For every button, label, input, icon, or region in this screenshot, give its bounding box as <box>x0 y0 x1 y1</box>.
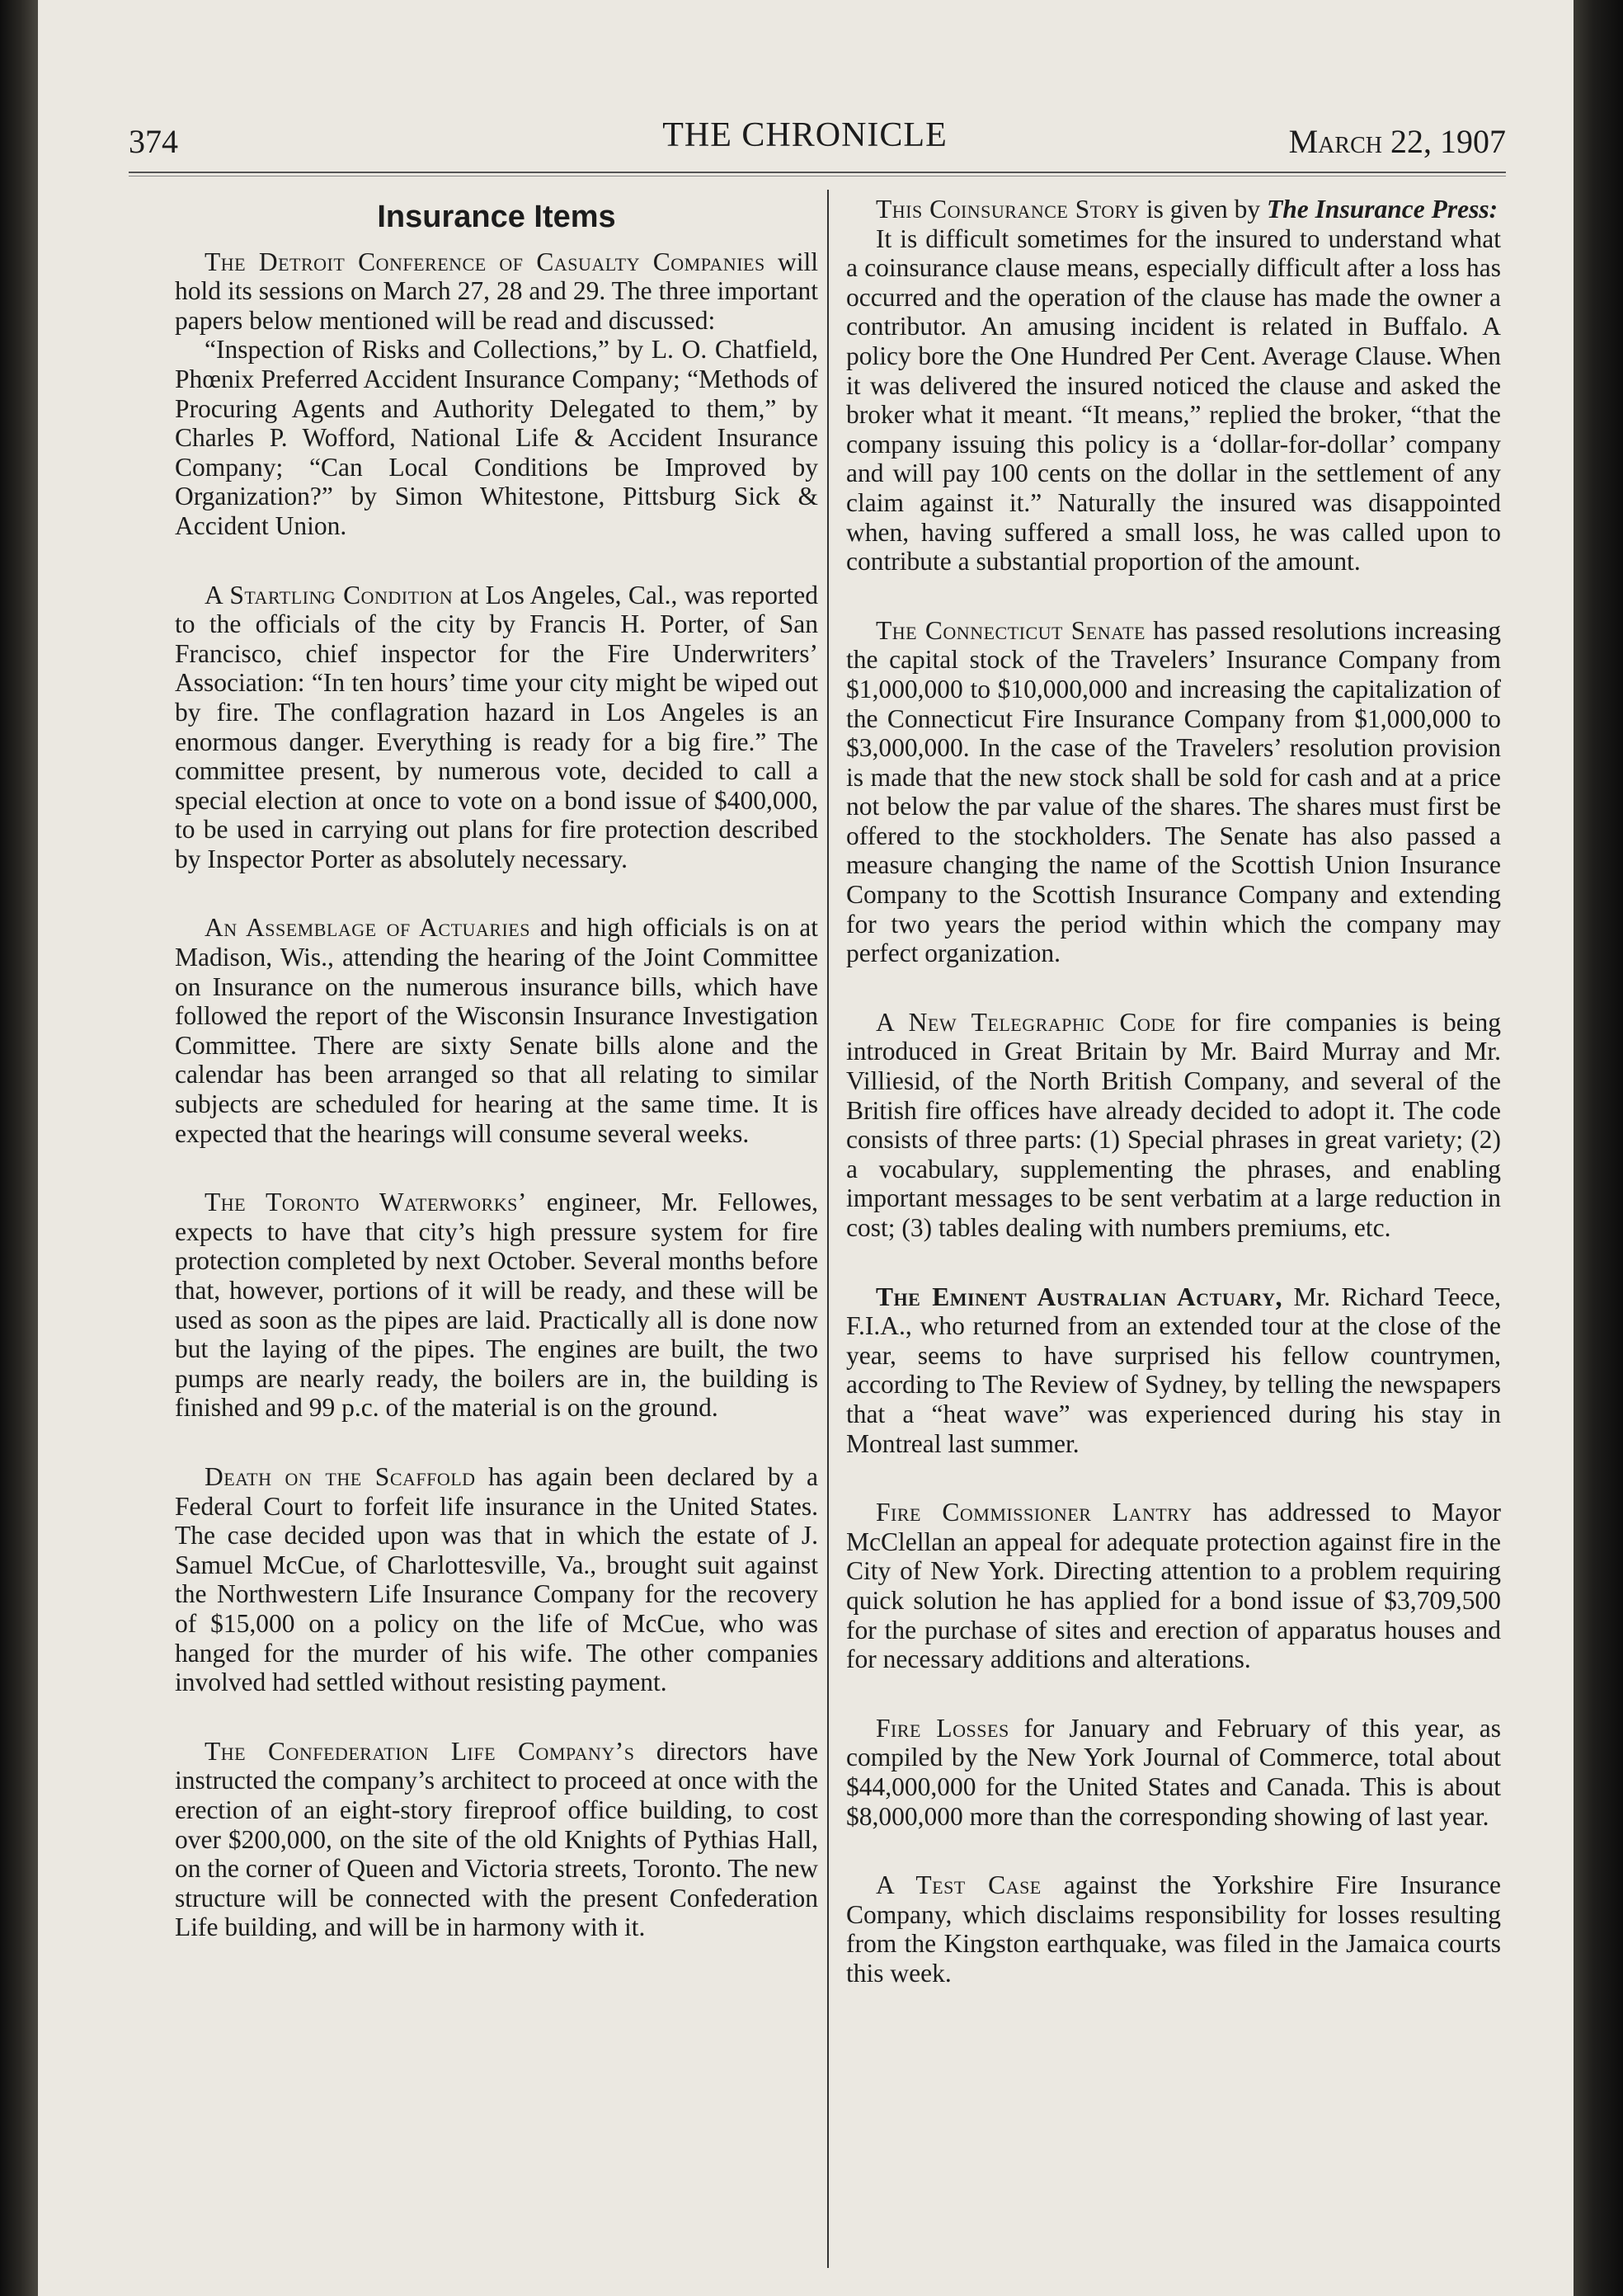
item-telegraphic-code <box>846 1008 1501 1243</box>
item-startling-condition <box>175 581 818 874</box>
item-lead: The Connecticut Senate <box>876 615 1146 645</box>
item-connecticut-senate <box>846 616 1501 968</box>
item-lead: The Toronto Waterworks’ <box>205 1188 527 1217</box>
item-source: The Insurance Press: <box>1267 195 1498 223</box>
column-divider <box>827 190 829 2268</box>
item-text: has passed resolutions increasing the capital stock of the Travelers’ Insurance Company from $1,000,000 to $10,000,000 and increasing the capitalization of the Connecticut Fire Insurance Company from $1,000,000 to $3,000,000. In the case of the Travelers’ resolution provision is made that the new stock shall be sold for cash and at a price not below the par value of the shares. The shares must first be offered to the stockholders. The Senate has also passed a measure changing the name of the Scottish Union Insurance Company to the Scottish Insurance Company and extending for two years the period within which the company may perfect organization. <box>846 615 1501 968</box>
item-coinsurance-story <box>846 195 1501 224</box>
item-text: against the Yorkshire Fire Insurance Company, which disclaims responsibility for losses resulting from the Kingston earthquake, was filed in the Jamaica courts this week. <box>846 1870 1502 1988</box>
issue-date: March 22, 1907 <box>1288 123 1506 160</box>
item-lead: This Coinsurance Story <box>876 195 1141 223</box>
item-text: has addressed to Mayor McClellan an appeal for adequate protection against fire in the City of New York. Directing attention to a problem requiring quick solution he has applied for a bond issue of $3,709,500 for the purchase of sites and erection of apparatus houses and for necessary additions and alterations. <box>846 1498 1501 1674</box>
scan-shadow-left <box>0 0 38 2296</box>
right-column <box>846 195 1501 2027</box>
item-text: for January and February of this year, as compiled by the New York Journal of Commerce, total about $44,000,000 for the United States and Canada. This is about $8,000,000 more than the corresponding showing of last year. <box>846 1713 1501 1831</box>
item-toronto-waterworks <box>175 1188 818 1423</box>
page-header <box>104 97 1506 172</box>
item-detroit-papers <box>175 335 818 540</box>
item-lead: A New Telegraphic Code <box>876 1007 1176 1037</box>
item-lead: Fire Commissioner Lantry <box>876 1498 1193 1527</box>
scan-shadow-right <box>1574 0 1623 2296</box>
item-text: “Inspection of Risks and Collections,” by L. O. Chatfield, Phœnix Preferred Accident Insurance Company; “Methods of Procuring Agents and Authority Delegated to them,” by Charles P. Wofford, National Life & Accident Insurance Company; “Can Local Conditions be Improved by Organization?” by Simon Whitestone, Pittsburg Sick & Accident Union. <box>175 335 818 540</box>
item-text: Mr. Richard Teece, F.I.A., who returned from an extended tour at the close of the year, seems to have surprised his fellow countrymen, according to The Review of Sydney, by telling the newspapers that a “heat wave” was experienced during his stay in Montreal last summer. <box>846 1282 1502 1458</box>
left-column <box>175 195 818 1982</box>
item-lead: A Test Case <box>876 1870 1042 1900</box>
item-fire-losses <box>846 1714 1501 1831</box>
item-text: at Los Angeles, Cal., was reported to the officials of the city by Francis H. Porter, of San Francisco, chief inspector for the Fire Underwriters’ Association: “In ten hours’ time your city might be wiped out by fire. The conflagration hazard in Los Angeles is an enormous danger. Everything is ready for a big fire.” The committee present, by numerous vote, decided to call a special election at once to vote on a bond issue of $400,000, to be used in carrying out plans for fire protection described by Inspector Porter as absolutely necessary. <box>175 580 818 873</box>
item-lead: Fire Losses <box>876 1713 1009 1743</box>
item-detroit-conference <box>175 247 818 336</box>
item-text: engineer, Mr. Fellowes, expects to have that city’s high pressure system for fire protection completed by next October. Several months before that, however, portions of it will be ready, and these will be used as soon as the pipes are laid. Practically all is done now but the laying of the pipes. The engines are built, the two pumps are nearly ready, the boilers are in, the building is finished and 99 p.c. of the material is on the ground. <box>175 1188 818 1423</box>
item-assemblage-actuaries <box>175 913 818 1148</box>
item-text: It is difficult sometimes for the insured to understand what a coinsurance clause means, especially difficult after a loss has occurred and the operation of the clause has made the owner a contributor. An amusing incident is related in Buffalo. A policy bore the One Hundred Per Cent. Average Clause. When it was delivered the insured noticed the clause and asked the broker what it meant. “It means,” replied the broker, “that the company issuing this policy is a ‘dollar-for-dollar’ company and will pay 100 cents on the dollar in the settlement of any claim against it.” Naturally the insured was disappointed when, having suffered a small loss, he was called upon to contribute a substantial proportion of the amount. <box>846 223 1501 576</box>
item-lead: An Assemblage of Actuaries <box>205 913 530 943</box>
item-coinsurance-body <box>846 224 1501 576</box>
item-lead: A Startling Condition <box>205 580 454 609</box>
item-confederation-life <box>175 1737 818 1942</box>
item-lead: The Detroit Conference of Casualty Companies <box>205 247 765 276</box>
page-number: 374 <box>129 123 178 160</box>
item-text: will hold its sessions on March 27, 28 and 29. The three important papers below mentioned will be read and discussed: <box>175 247 818 335</box>
item-text: and high officials is on at Madison, Wis., attending the hearing of the Joint Committee on Insurance on the numerous insurance bills, which have followed the report of the Wisconsin Insurance Investigation Committee. There are sixty Senate bills alone and the calendar has been arranged so that all relating to similar subjects are scheduled for hearing at the same time. It is expected that the hearings will consume several weeks. <box>175 913 818 1148</box>
item-death-scaffold <box>175 1462 818 1697</box>
item-text: directors have instructed the company’s architect to proceed at once with the erection of an eight-story fireproof office building, to cost over $200,000, on the site of the old Knights of Pythias Hall, on the corner of Queen and Victoria streets, Toronto. The new structure will be connected with the present Confederation Life building, and will be in harmony with it. <box>175 1736 818 1942</box>
item-australian-actuary <box>846 1282 1501 1459</box>
item-lead: The Confederation Life Company’s <box>205 1736 635 1766</box>
section-title: Insurance Items <box>377 200 616 234</box>
item-text: is given by <box>1140 195 1268 223</box>
header-rule <box>129 172 1506 176</box>
item-commissioner-lantry <box>846 1498 1501 1674</box>
journal-title: THE CHRONICLE <box>662 116 948 154</box>
item-lead: Death on the Scaffold <box>205 1461 476 1491</box>
item-test-case <box>846 1870 1501 1988</box>
item-text: for fire companies is being introduced in Great Britain by Mr. Baird Murray and Mr. Villiesid, of the North British Company, and several of the British fire offices have already decided to adopt it. The code consists of three parts: (1) Special phrases in great variety; (2) a vocabulary, supplementing the phrases, and enabling important messages to be sent verbatim at a large reduction in cost; (3) tables dealing with numbers premiums, etc. <box>846 1007 1502 1242</box>
item-lead: The Eminent Australian Actuary, <box>876 1282 1282 1311</box>
item-text: has again been declared by a Federal Court to forfeit life insurance in the United States. The case decided upon was that in which the estate of J. Samuel McCue, of Charlottesville, Va., brought suit against the Northwestern Life Insurance Company for the recovery of $15,000 on a policy on the life of McCue, who was hanged for the murder of his wife. The other companies involved had settled without resisting payment. <box>175 1461 818 1697</box>
